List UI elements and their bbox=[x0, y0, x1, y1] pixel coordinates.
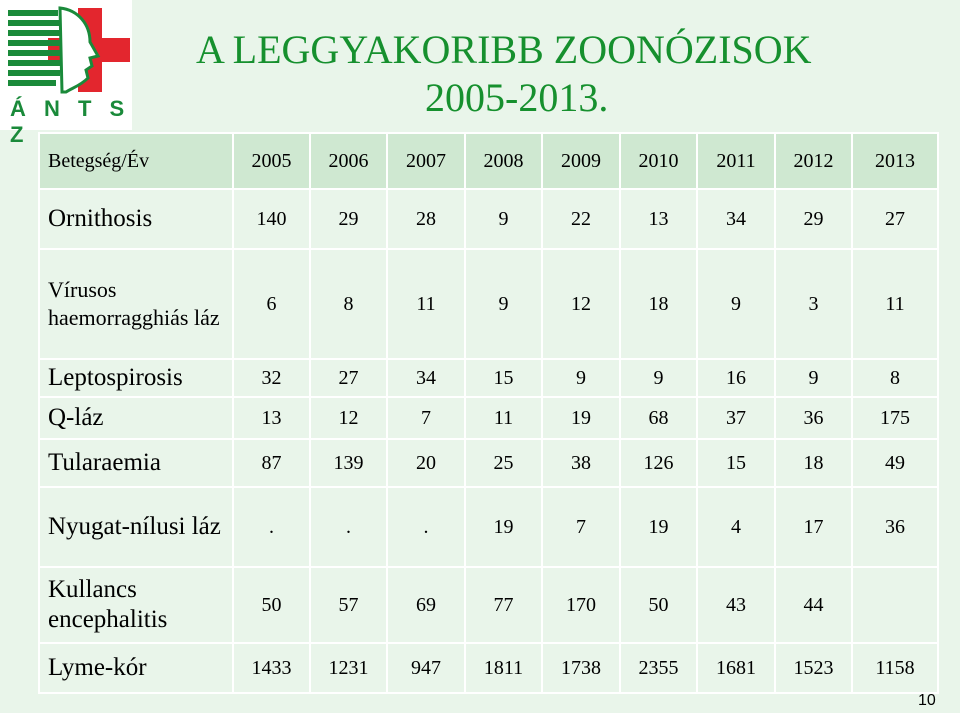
table-cell: 126 bbox=[620, 439, 697, 487]
disease-name: Tularaemia bbox=[39, 439, 233, 487]
table-cell: 29 bbox=[310, 189, 387, 249]
table-cell: 17 bbox=[775, 487, 852, 567]
table-cell: 9 bbox=[697, 249, 775, 359]
table-cell: 8 bbox=[852, 359, 938, 397]
disease-name: Q-láz bbox=[39, 397, 233, 439]
logo-text: Á N T S Z bbox=[10, 96, 131, 147]
table-cell: 19 bbox=[465, 487, 542, 567]
table-cell: 11 bbox=[387, 249, 465, 359]
table-cell: 15 bbox=[465, 359, 542, 397]
year-header: 2013 bbox=[852, 133, 938, 189]
table-row bbox=[39, 439, 938, 487]
table-cell: 4 bbox=[697, 487, 775, 567]
table-cell: 13 bbox=[620, 189, 697, 249]
table-cell: 3 bbox=[775, 249, 852, 359]
table-cell: 170 bbox=[542, 567, 620, 643]
table-cell: 1231 bbox=[310, 643, 387, 693]
disease-name: Lyme-kór bbox=[39, 643, 233, 693]
table-cell: . bbox=[387, 487, 465, 567]
page-number: 10 bbox=[918, 692, 936, 709]
year-header: 2006 bbox=[310, 133, 387, 189]
table-cell: 12 bbox=[542, 249, 620, 359]
table-cell: 34 bbox=[387, 359, 465, 397]
table-cell: 37 bbox=[697, 397, 775, 439]
table-cell: 44 bbox=[775, 567, 852, 643]
table-cell: 7 bbox=[542, 487, 620, 567]
table-cell: 1738 bbox=[542, 643, 620, 693]
table-cell: 9 bbox=[542, 359, 620, 397]
table-cell: 32 bbox=[233, 359, 310, 397]
table-cell: 2355 bbox=[620, 643, 697, 693]
table-cell: 11 bbox=[852, 249, 938, 359]
table-row bbox=[39, 643, 938, 693]
table-cell: 27 bbox=[852, 189, 938, 249]
table-row bbox=[39, 397, 938, 439]
table-row bbox=[39, 189, 938, 249]
table-cell: 139 bbox=[310, 439, 387, 487]
table-cell: 68 bbox=[620, 397, 697, 439]
disease-name: Nyugat-nílusi láz bbox=[39, 487, 233, 567]
year-header: 2007 bbox=[387, 133, 465, 189]
table-cell: 1681 bbox=[697, 643, 775, 693]
table-cell: 19 bbox=[620, 487, 697, 567]
table-cell: 12 bbox=[310, 397, 387, 439]
disease-name: Ornithosis bbox=[39, 189, 233, 249]
page-subtitle: 2005-2013. bbox=[425, 75, 609, 120]
year-header: 2010 bbox=[620, 133, 697, 189]
table-cell: 1433 bbox=[233, 643, 310, 693]
table-cell: 15 bbox=[697, 439, 775, 487]
table-cell: 20 bbox=[387, 439, 465, 487]
table-cell: 6 bbox=[233, 249, 310, 359]
table-cell: 8 bbox=[310, 249, 387, 359]
table-row bbox=[39, 359, 938, 397]
table-cell: 140 bbox=[233, 189, 310, 249]
table-cell: 43 bbox=[697, 567, 775, 643]
table-cell: 34 bbox=[697, 189, 775, 249]
table-cell: 19 bbox=[542, 397, 620, 439]
year-header: 2005 bbox=[233, 133, 310, 189]
antsz-logo bbox=[0, 0, 132, 147]
table-cell: . bbox=[233, 487, 310, 567]
zoonosis-table bbox=[38, 132, 939, 694]
disease-name: Vírusos haemorragghiás láz bbox=[39, 249, 233, 359]
year-header: 2012 bbox=[775, 133, 852, 189]
table-cell: 36 bbox=[775, 397, 852, 439]
table-cell: 13 bbox=[233, 397, 310, 439]
table-cell: 87 bbox=[233, 439, 310, 487]
table-cell: 57 bbox=[310, 567, 387, 643]
table-row bbox=[39, 567, 938, 643]
table-cell: 1158 bbox=[852, 643, 938, 693]
table-row bbox=[39, 249, 938, 359]
table-cell: 18 bbox=[775, 439, 852, 487]
disease-name: Leptospirosis bbox=[39, 359, 233, 397]
table-cell: 1523 bbox=[775, 643, 852, 693]
table-cell: 11 bbox=[465, 397, 542, 439]
table-row bbox=[39, 487, 938, 567]
table-cell: 1811 bbox=[465, 643, 542, 693]
table-cell: 18 bbox=[620, 249, 697, 359]
table-cell: 49 bbox=[852, 439, 938, 487]
table-cell: 50 bbox=[233, 567, 310, 643]
table-cell: 22 bbox=[542, 189, 620, 249]
table-cell: 9 bbox=[465, 189, 542, 249]
table-cell: 9 bbox=[620, 359, 697, 397]
table-cell: 77 bbox=[465, 567, 542, 643]
table-cell: 9 bbox=[465, 249, 542, 359]
table-cell: 28 bbox=[387, 189, 465, 249]
table-cell: 25 bbox=[465, 439, 542, 487]
table-cell: 38 bbox=[542, 439, 620, 487]
header-row bbox=[39, 133, 938, 189]
table-cell: 947 bbox=[387, 643, 465, 693]
table-cell: . bbox=[310, 487, 387, 567]
header-label: Betegség/Év bbox=[39, 133, 233, 189]
table-cell bbox=[852, 567, 938, 643]
year-header: 2009 bbox=[542, 133, 620, 189]
table-cell: 16 bbox=[697, 359, 775, 397]
table-cell: 7 bbox=[387, 397, 465, 439]
table-cell: 9 bbox=[775, 359, 852, 397]
page-title: A LEGGYAKORIBB ZOONÓZISOK bbox=[196, 27, 812, 72]
table-cell: 175 bbox=[852, 397, 938, 439]
year-header: 2011 bbox=[697, 133, 775, 189]
cross-profile-icon bbox=[0, 0, 132, 100]
table-cell: 27 bbox=[310, 359, 387, 397]
disease-name: Kullancs encephalitis bbox=[39, 567, 233, 643]
table-cell: 50 bbox=[620, 567, 697, 643]
table-cell: 69 bbox=[387, 567, 465, 643]
table-cell: 29 bbox=[775, 189, 852, 249]
table-cell: 36 bbox=[852, 487, 938, 567]
year-header: 2008 bbox=[465, 133, 542, 189]
